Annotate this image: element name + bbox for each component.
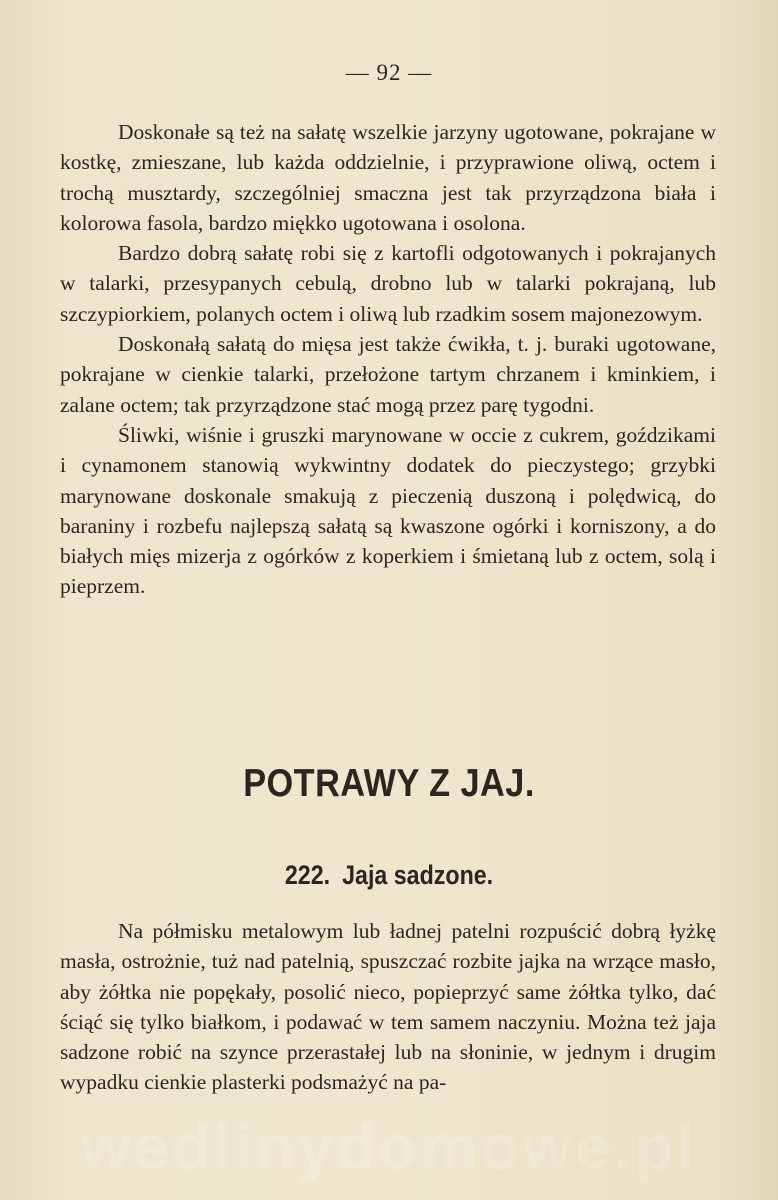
paragraph-beet-salad: Doskonałą sałatą do mięsa jest także ćwikła, t. j. buraki ugotowane, pokrajane w cienkie talarki, przełożone tartym chrzanem i kminkiem, i zalane octem; tak przyrządzone stać mogą przez parę tygodni. xyxy=(60,332,716,417)
paragraph-potato-salad: Bardzo dobrą sałatę robi się z kartofli odgotowanych i pokrajanych w talarki, przesypanych cebulą, drobno lub w talarki pokrajaną, lub szczypiorkiem, polanych octem i oliwą lub rzadkim sosem majonezowym. xyxy=(60,241,716,326)
recipe-title: Jaja sadzone. xyxy=(342,860,494,890)
recipe-heading xyxy=(54,860,723,891)
watermark: wedlinydomowe.pl xyxy=(80,1111,698,1183)
page-number: — 92 — xyxy=(345,60,433,85)
paragraph-pickled-fruit: Śliwki, wiśnie i gruszki marynowane w occie z cukrem, goździkami i cynamonem stanowią wykwintny dodatek do pieczystego; grzybki marynowane doskonale smakują z pieczenią duszoną i polędwicą, do baraniny i rozbefu najlepszą sałatą są kwaszone ogórki i korniszony, a do białych mięs mizerja z ogórków z koperkiem i śmietaną lub z octem, solą i pieprzem. xyxy=(60,422,716,599)
salad-text-block xyxy=(60,117,716,602)
recipe-number: 222. xyxy=(284,860,331,890)
recipe-text-block xyxy=(60,916,716,1098)
section-title: POTRAWY Z JAJ. xyxy=(243,762,535,805)
recipe-paragraph: Na półmisku metalowym lub ładnej patelni rozpuścić dobrą łyżkę masła, ostrożnie, tuż nad patelnią, spuszczać rozbite jajka na wrzące masło, aby żółtka nie popękały, posolić nieco, popieprzyć same żółtka tylko, dać ściąć się tylko białkom, i podawać w tem samem naczyniu. Można też jaja sadzone robić na szynce przerastałej lub na słoninie, w jednym i drugim wypadku cienkie plasterki podsmażyć na pa- xyxy=(60,919,716,1095)
paragraph-vegetable-salad: Doskonałe są też na sałatę wszelkie jarzyny ugotowane, pokrajane w kostkę, zmieszane, lub każda oddzielnie, i przyprawione oliwą, octem i trochą musztardy, szczególniej smaczna jest tak przyrządzona biała i kolorowa fasola, bardzo miękko ugotowana i osolona. xyxy=(60,120,716,235)
